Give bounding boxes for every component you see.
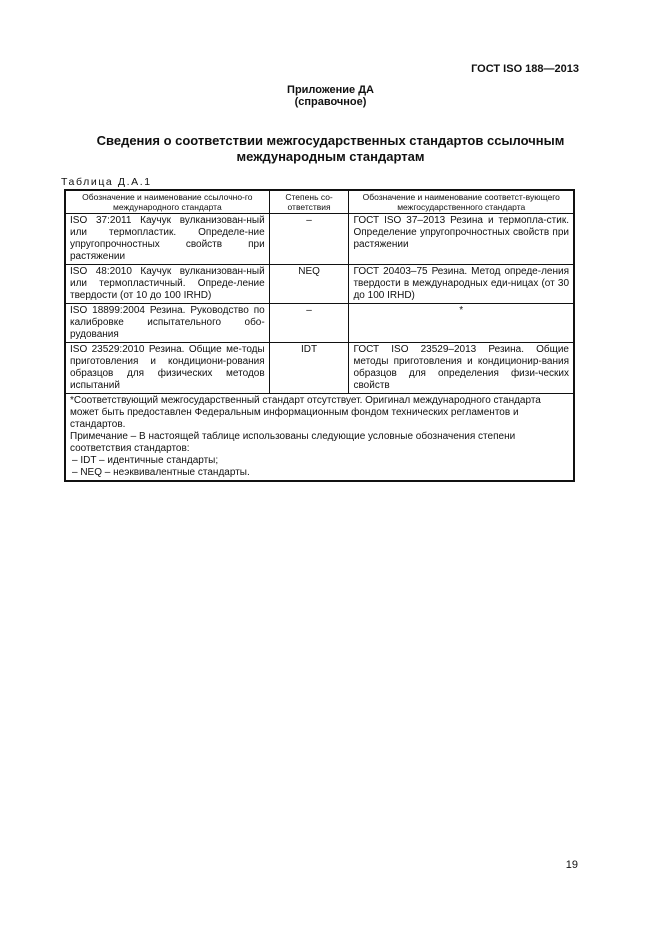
section-title-line-2: международным стандартам: [236, 149, 425, 164]
table-row: [65, 304, 574, 343]
note-item-idt: – IDT – идентичные стандарты;: [72, 455, 219, 466]
column-header-international: Обозначение и наименование ссылочно-го международного стандарта: [65, 190, 269, 214]
interstate-standard-cell: ГОСТ ISO 23529–2013 Резина. Общие методы приготовления и кондиционир-вания образцов для определения физи-ческих свойств: [349, 343, 574, 394]
international-standard-cell: ISO 23529:2010 Резина. Общие ме-тоды приготовления и кондициони-рования образцов для физических методов испытаний: [65, 343, 269, 394]
correspondence-table: [64, 189, 575, 482]
table-header-row: [65, 190, 574, 214]
note-item-neq: – NEQ – неэквивалентные стандарты.: [72, 467, 250, 478]
table-row: [65, 214, 574, 265]
table-caption: Таблица Д.А.1: [61, 176, 152, 188]
annex-title: Приложение ДА: [287, 84, 374, 96]
international-standard-cell: ISO 48:2010 Каучук вулканизован-ный или термопластичный. Опреде-ление твердости (от 10 до 100 IRHD): [65, 265, 269, 304]
degree-cell: –: [269, 214, 349, 265]
note-text: Примечание – В настоящей таблице использованы следующие условные обозначения степени соответствия стандартов:: [70, 431, 516, 454]
table-row: [65, 265, 574, 304]
degree-cell: –: [269, 304, 349, 343]
degree-cell: NEQ: [269, 265, 349, 304]
international-standard-cell: ISO 18899:2004 Резина. Руководство по калибровке испытательного обо-рудования: [65, 304, 269, 343]
page-number: 19: [565, 859, 578, 871]
international-standard-cell: ISO 37:2011 Каучук вулканизован-ный или термопластик. Определе-ние упругопрочностных свойств при растяжении: [65, 214, 269, 265]
table-row: [65, 343, 574, 394]
section-title-line-1: Сведения о соответствии межгосударственных стандартов ссылочным: [96, 133, 565, 148]
degree-cell: IDT: [269, 343, 349, 394]
annex-subtitle: (справочное): [294, 96, 367, 108]
column-header-degree: Степень со-ответствия: [269, 190, 349, 214]
interstate-standard-cell: ГОСТ ISO 37–2013 Резина и термопла-стик. Определение упругопрочностных свойств при растяжении: [349, 214, 574, 265]
annex-heading: [0, 84, 661, 108]
interstate-standard-cell: ГОСТ 20403–75 Резина. Метод опреде-ления твердости в международных еди-ницах (от 30 до 100 IRHD): [349, 265, 574, 304]
column-header-interstate: Обозначение и наименование соответст-вующего межгосударственного стандарта: [349, 190, 574, 214]
table-footnote-row: [65, 394, 574, 482]
section-title: [60, 133, 601, 165]
document-code: ГОСТ ISO 188—2013: [471, 63, 579, 75]
interstate-standard-cell: *: [349, 304, 574, 343]
table-footnote: [65, 394, 574, 482]
footnote-text: *Соответствующий межгосударственный стандарт отсутствует. Оригинал международного стандарта может быть предоставлен Федеральным информационным фондом технических регламентов и стандартов.: [70, 395, 541, 430]
